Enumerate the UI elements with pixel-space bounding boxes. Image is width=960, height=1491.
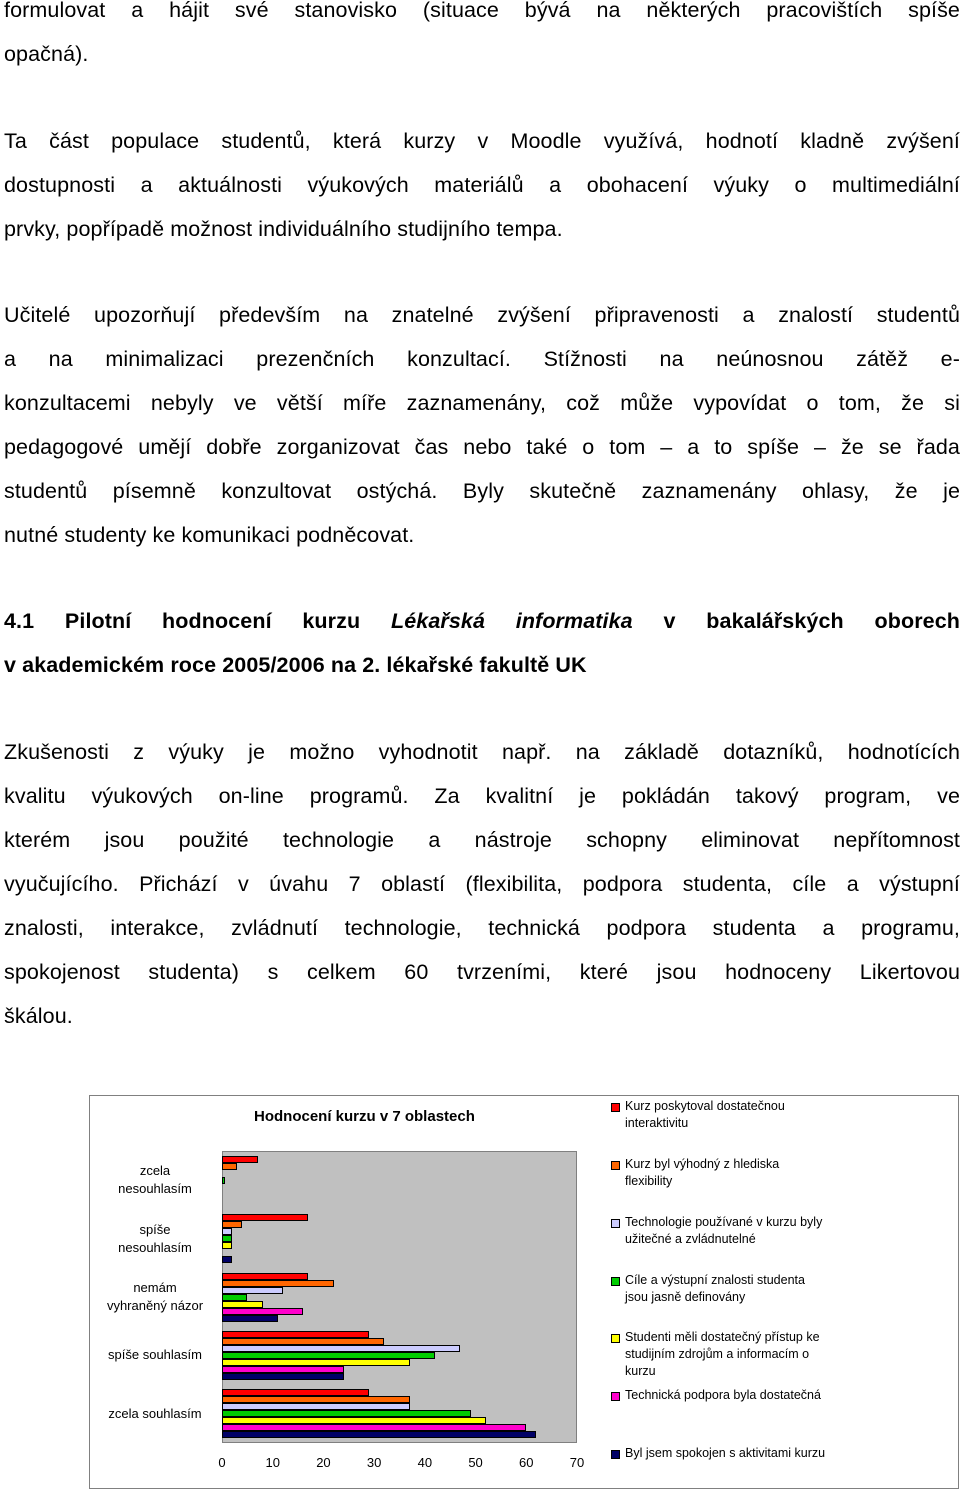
text-line: škálou. bbox=[4, 1004, 73, 1028]
chart-bar bbox=[222, 1177, 225, 1184]
chart-bar bbox=[222, 1403, 410, 1410]
y-axis-category-label bbox=[95, 1279, 215, 1315]
paragraph-students-evaluation bbox=[4, 119, 960, 251]
legend-label bbox=[625, 1329, 875, 1380]
heading-prefix: 4.1 Pilotní hodnocení kurzu bbox=[4, 609, 391, 633]
chart-bar bbox=[222, 1396, 410, 1403]
chart-bar bbox=[222, 1410, 471, 1417]
paragraph-intro-end bbox=[4, 0, 960, 76]
legend-swatch bbox=[611, 1334, 620, 1343]
text-line: kterém jsou použité technologie a nástroje schopny eliminovat nepřítomnost bbox=[4, 828, 960, 852]
legend-swatch bbox=[611, 1277, 620, 1286]
legend-label-line: Technologie používané v kurzu byly bbox=[625, 1215, 823, 1229]
legend-swatch bbox=[611, 1392, 620, 1401]
text-line: dostupnosti a aktuálnosti výukových materiálů a obohacení výuky o multimediální bbox=[4, 173, 960, 197]
y-axis-category-label bbox=[95, 1221, 215, 1257]
text-line: kvalitu výukových on-line programů. Za kvalitní je pokládán takový program, ve bbox=[4, 784, 960, 808]
chart-bar bbox=[222, 1331, 369, 1338]
chart-bar bbox=[222, 1242, 232, 1249]
legend-label-line: interaktivitu bbox=[625, 1116, 689, 1130]
chart-bar bbox=[222, 1221, 242, 1228]
legend-label-line: Studenti měli dostatečný přístup ke bbox=[625, 1330, 820, 1344]
chart-bar bbox=[222, 1156, 258, 1163]
y-axis-category-label bbox=[95, 1405, 215, 1423]
x-axis-tick-label: 0 bbox=[218, 1455, 226, 1470]
chart-bar bbox=[222, 1273, 308, 1280]
text-line: opačná). bbox=[4, 42, 89, 66]
chart-bar bbox=[222, 1366, 344, 1373]
chart-bar bbox=[222, 1294, 247, 1301]
legend-label-line: užitečné a zvládnutelné bbox=[625, 1232, 756, 1246]
chart-bar bbox=[222, 1345, 460, 1352]
legend-swatch bbox=[611, 1219, 620, 1228]
chart-bar bbox=[222, 1163, 237, 1170]
legend-label bbox=[625, 1098, 875, 1132]
category-label-line: zcela souhlasím bbox=[108, 1405, 202, 1421]
chart-bar bbox=[222, 1235, 232, 1242]
chart-bar bbox=[222, 1338, 384, 1345]
chart-bar bbox=[222, 1315, 278, 1322]
heading-suffix: v bakalářských oborech bbox=[632, 609, 960, 633]
chart-bar bbox=[222, 1308, 303, 1315]
chart-title: Hodnocení kurzu v 7 oblastech bbox=[254, 1108, 475, 1125]
heading-line: v akademickém roce 2005/2006 na 2. lékařské fakultě UK bbox=[4, 653, 587, 677]
legend-label bbox=[625, 1272, 875, 1306]
legend-label-line: studijním zdrojům a informacím o bbox=[625, 1347, 810, 1361]
chart-bar bbox=[222, 1417, 486, 1424]
legend-label bbox=[625, 1445, 875, 1462]
y-axis-category-label bbox=[95, 1162, 215, 1198]
category-label-line: nemám bbox=[133, 1280, 177, 1295]
chart-bar bbox=[222, 1301, 263, 1308]
legend-label-line: Kurz byl výhodný z hlediska bbox=[625, 1157, 780, 1171]
heading-line bbox=[4, 599, 960, 643]
chart-bar bbox=[222, 1214, 308, 1221]
legend-label bbox=[625, 1387, 875, 1404]
category-label-line: vyhraněný názor bbox=[106, 1298, 204, 1313]
legend-label-line: jsou jasně definovány bbox=[625, 1290, 746, 1304]
x-axis-tick-label: 20 bbox=[316, 1455, 331, 1470]
legend-swatch bbox=[611, 1161, 620, 1170]
y-axis-category-label bbox=[95, 1346, 215, 1364]
text-line: a na minimalizaci prezenčních konzultací. Stížnosti na neúnosnou zátěž e- bbox=[4, 347, 960, 371]
category-label-line: spíše bbox=[139, 1221, 171, 1237]
legend-label-line: flexibility bbox=[625, 1174, 673, 1188]
category-label-line: spíše souhlasím bbox=[108, 1347, 202, 1363]
x-axis-tick-label: 40 bbox=[417, 1455, 433, 1470]
chart-bar bbox=[222, 1228, 232, 1235]
text-line: formulovat a hájit své stanovisko (situace bývá na některých pracovištích spíše bbox=[4, 0, 960, 22]
section-heading bbox=[4, 599, 960, 687]
chart-bar bbox=[222, 1424, 526, 1431]
chart-bar bbox=[222, 1280, 334, 1287]
text-line: Zkušenosti z výuky je možno vyhodnotit např. na základě dotazníků, hodnotících bbox=[4, 740, 960, 764]
category-label-line: nesouhlasím bbox=[118, 1239, 192, 1255]
x-axis-tick-label: 60 bbox=[519, 1455, 534, 1470]
text-line: studentů písemně konzultovat ostýchá. Byly skutečně zaznamenány ohlasy, že je bbox=[4, 479, 960, 503]
text-line: Učitelé upozorňují především na znatelné zvýšení připravenosti a znalostí studentů bbox=[4, 303, 960, 327]
legend-label bbox=[625, 1214, 875, 1248]
legend-label-line: kurzu bbox=[625, 1364, 656, 1378]
x-axis-tick-label: 30 bbox=[366, 1455, 382, 1470]
text-line: pedagogové umějí dobře zorganizovat čas nebo také o tom – a to spíše – že se řada bbox=[4, 435, 960, 459]
chart-bar bbox=[222, 1256, 232, 1263]
x-axis-tick-label: 70 bbox=[569, 1455, 585, 1470]
text-line: nutné studenty ke komunikaci podněcovat. bbox=[4, 523, 415, 547]
category-label-line: zcela bbox=[139, 1163, 171, 1179]
legend-label-line: Cíle a výstupní znalosti studenta bbox=[625, 1273, 805, 1287]
legend-label bbox=[625, 1156, 875, 1190]
paragraph-experience bbox=[4, 730, 960, 1038]
legend-swatch bbox=[611, 1450, 620, 1459]
paragraph-teachers-evaluation bbox=[4, 293, 960, 557]
legend-label-line: Kurz poskytoval dostatečnou bbox=[625, 1099, 785, 1113]
chart-bar bbox=[222, 1431, 536, 1438]
x-axis-tick-label: 50 bbox=[468, 1455, 483, 1470]
category-label-line: nesouhlasím bbox=[118, 1181, 192, 1197]
text-line: znalosti, interakce, zvládnutí technologie, technická podpora studenta a programu, bbox=[4, 916, 960, 940]
course-name: Lékařská informatika bbox=[390, 609, 633, 633]
text-line: konzultacemi nebyly ve větší míře zaznamenány, což může vypovídat o tom, že si bbox=[4, 391, 960, 415]
legend-swatch bbox=[611, 1103, 620, 1112]
chart-bar bbox=[222, 1373, 344, 1380]
chart-bar bbox=[222, 1389, 369, 1396]
text-line: spokojenost studenta) s celkem 60 tvrzeními, které jsou hodnoceny Likertovou bbox=[4, 960, 960, 984]
legend-label-line: Technická podpora byla dostatečná bbox=[625, 1388, 821, 1402]
legend-label-line: Byl jsem spokojen s aktivitami kurzu bbox=[625, 1446, 826, 1460]
chart-bar bbox=[222, 1287, 283, 1294]
chart-bar bbox=[222, 1359, 410, 1366]
text-line: Ta část populace studentů, která kurzy v Moodle využívá, hodnotí kladně zvýšení bbox=[4, 129, 960, 153]
text-line: prvky, popřípadě možnost individuálního studijního tempa. bbox=[4, 217, 563, 241]
chart-bar bbox=[222, 1352, 435, 1359]
x-axis-tick-label: 10 bbox=[265, 1455, 280, 1470]
text-line: vyučujícího. Přichází v úvahu 7 oblastí (flexibilita, podpora studenta, cíle a výstupní bbox=[4, 872, 960, 896]
